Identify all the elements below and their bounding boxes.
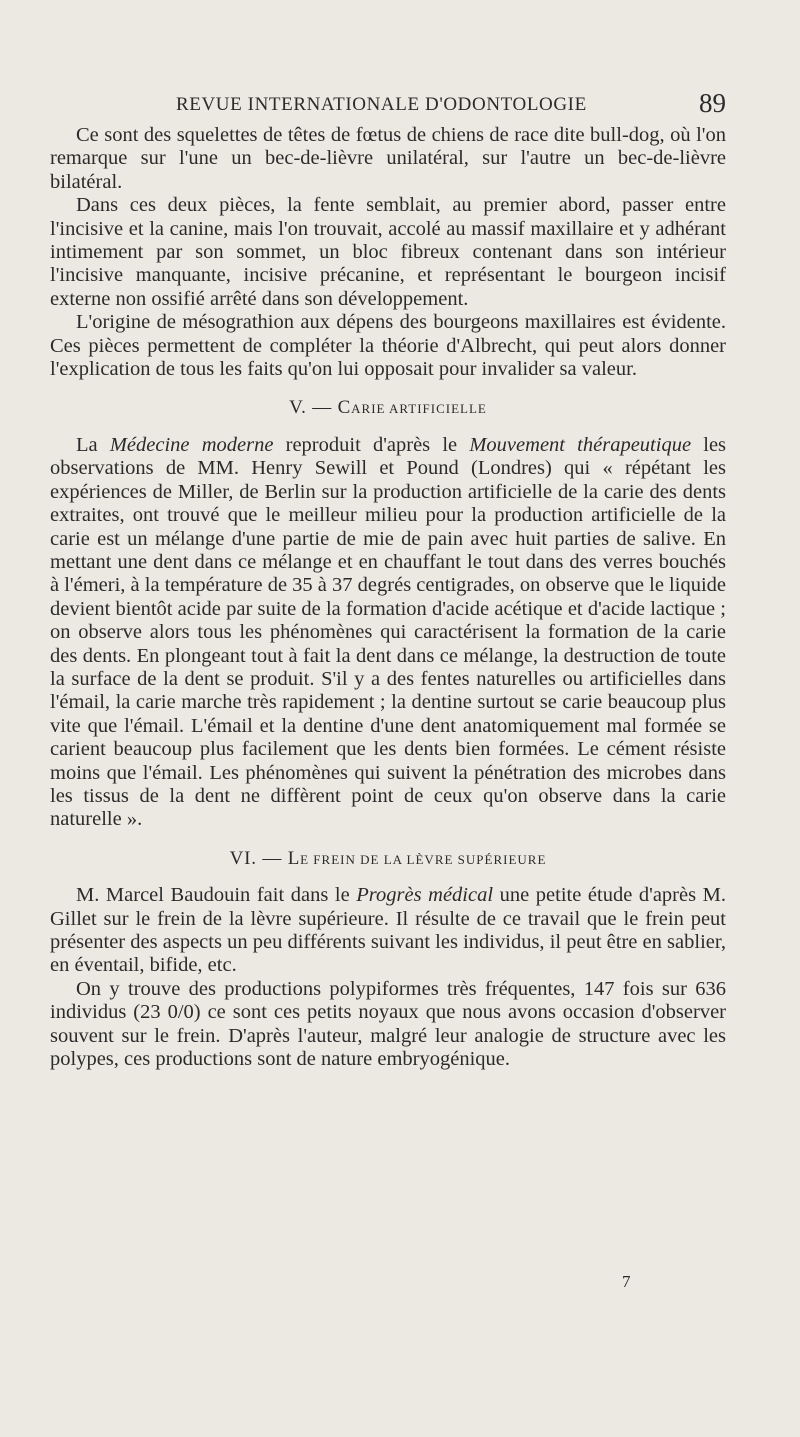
- paragraph-polypiform: On y trouve des productions polypiformes très fréquentes, 147 fois sur 636 individus (23 0/0) ce sont ces petits noyaux que nous avons occasion d'observer souvent sur le frein. D'après l'auteur, malgré leur analogie de structure avec les polypes, ces productions sont de nature embryogénique.: [50, 977, 726, 1071]
- paragraph-specimens: Dans ces deux pièces, la fente semblait, au premier abord, passer entre l'incisive et la canine, mais l'on trouvait, accolé au massif maxillaire et y adhérant intimement par son sommet, un bloc fibreux contenant dans son intérieur l'incisive manquante, incisive précanine, et représentant le bourgeon incisif externe non ossifié arrêté dans son développement.: [50, 194, 726, 310]
- section-title-initial: L: [287, 847, 301, 869]
- page-number: 89: [699, 88, 726, 118]
- paragraph-origin: L'origine de mésograthion aux dépens des bourgeons maxillaires est évidente. Ces pièces permettent de compléter la théorie d'Albrecht, qui peut alors donner l'explication de tous les faits qu'on lui opposait pour invalider sa valeur.: [50, 311, 726, 381]
- section-heading-carie-artificielle: [50, 396, 726, 420]
- paragraph-frein-study: M. Marcel Baudouin fait dans le Progrès médical une petite étude d'après M. Gillet sur le frein de la lèvre supérieure. Il résulte de ce travail que le frein peut présenter des aspects un peu différents suivant les individus, il peut être en sablier, en éventail, bifide, etc.: [50, 884, 727, 977]
- journal-title: Progrès médical: [356, 884, 494, 907]
- section-title-initial: C: [337, 397, 352, 419]
- paragraph-skeletons: Ce sont des squelettes de têtes de fœtus de chiens de race dite bull-dog, où l'on remarque sur l'une un bec-de-lièvre unilatéral, sur l'autre un bec-de-lièvre bilatéral.: [50, 124, 726, 193]
- section-title-rest: E FREIN DE LA LÈVRE SUPÉRIEURE: [300, 851, 547, 867]
- section-heading-frein-levre: [50, 847, 726, 871]
- page-header: [52, 90, 726, 120]
- signature-mark: 7: [622, 1272, 631, 1291]
- section-numeral: V. —: [289, 397, 333, 419]
- journal-title: Mouvement thérapeutique: [469, 433, 692, 456]
- section-title-rest: ARIE ARTIFICIELLE: [351, 401, 487, 417]
- running-title: REVUE INTERNATIONALE D'ODONTOLOGIE: [176, 94, 587, 115]
- article-body: [50, 124, 726, 1071]
- journal-title: Médecine moderne: [109, 433, 274, 456]
- paragraph-carie-experiments: La Médecine moderne reproduit d'après le Mouvement thérapeutique les observations de MM. Henry Sewill et Pound (Londres) qui « répétant les expériences de Miller, de Berlin sur la production artificielle de la carie des dents extraites, ont trouvé que le meilleur milieu pour la production artificielle de la carie est un mélange d'une partie de mie de pain avec huit parties de salive. En mettant une dent dans ce mélange et en chauffant le tout dans des verres bouchés à l'émeri, à la température de 35 à 37 degrés centigrades, on observe que le liquide devient bientôt acide par suite de la formation d'acide acétique et d'acide lactique ; on observe alors tous les phénomènes qui caractérisent la formation de la carie des dents. En plongeant tout à fait la dent dans ce mélange, la destruction de toute la surface de la dent se produit. S'il y a des fentes naturelles ou artificielles dans l'émail, la carie marche très rapidement ; la dentine surtout se carie beaucoup plus vite que l'émail. L'émail et la dentine d'une dent anatomiquement mal formée se carient beaucoup plus facilement que les dents bien formées. Le cément résiste moins que l'émail. Les phénomènes qui suivent la pénétration des microbes dans les tissus de la dent ne diffèrent point de ceux qu'on observe dans la carie naturelle ».: [50, 433, 727, 831]
- section-numeral: VI. —: [229, 847, 283, 869]
